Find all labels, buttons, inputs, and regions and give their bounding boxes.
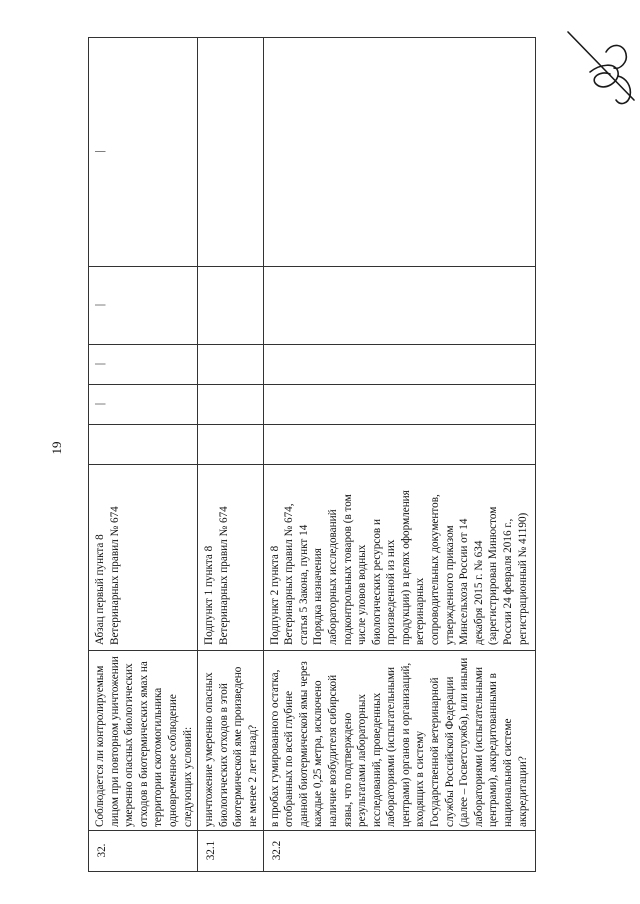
reference-line: утвержденного приказом [443,525,456,645]
page-number: 19 [49,441,64,455]
question-line: Государственной ветеринарной [429,677,442,827]
question-line: лицом при повторном уничтожении [108,656,121,827]
reference-line: подконтрольных товаров (в том [341,494,354,645]
question-line: исследований, проведенных [370,692,383,827]
question-line: (далее – Госветслужба), или иными [458,657,471,827]
reference-line: Порядка назначения [312,548,325,645]
reference-line: Ветеринарных правил № 674 [108,506,121,645]
reference-line: регистрационный № 41190) [516,512,529,645]
reference-line: биологических ресурсов и [370,519,383,645]
table-row [89,38,198,872]
question-line: лабораториями (испытательными [385,666,398,827]
question-line: наличие возбудителя сибирской [326,674,339,827]
question-line: центрами) органов и организаций, [399,662,412,827]
question-line: биологических отходов в этой [217,683,230,827]
reference-line: лабораторных исследований [326,509,339,645]
note-cell [263,38,535,267]
answer-na-cell [263,345,535,385]
question-cell [263,651,535,831]
reference-line: Ветеринарных правил № 674, [283,503,296,645]
question-line: лабораториями (испытательными [472,666,485,827]
answer-na-cell: | [89,345,198,385]
answer-yes-cell [263,425,535,465]
question-line: национальной системе [502,718,515,827]
question-cell [198,651,263,831]
checklist-table [88,37,536,872]
reference-line: России 24 февраля 2016 г., [502,518,515,645]
reference-cell [263,465,535,651]
question-line: уничтожение умеренно опасных [203,672,216,827]
answer-no-cell [198,385,263,425]
reference-line: сопроводительных документов, [429,494,442,645]
handwritten-signature [560,12,640,110]
question-line: входящих в систему [414,730,427,827]
checklist-table-rotated [88,38,548,872]
question-line: язвы, что подтверждено [341,712,354,827]
question-line: территории скотомогильника [152,687,165,827]
question-line: биотермической яме произведено [232,666,245,827]
row-number: 32.2 [263,831,535,872]
reference-line: статья 5 Закона, пункт 14 [297,524,310,645]
question-line: каждые 0,25 метра, исключено [312,680,325,827]
reference-cell [89,465,198,651]
answer-extra-cell [198,267,263,345]
row-number: 32. [89,831,198,872]
answer-extra-cell [263,267,535,345]
reference-cell [198,465,263,651]
question-line: умеренно опасных биологических [123,663,136,827]
answer-yes-cell [198,425,263,465]
row-number: 32.1 [198,831,263,872]
reference-line: продукции) в целях оформления [399,490,412,645]
question-line: не менее 2 лет назад? [246,724,259,827]
answer-na-cell [198,345,263,385]
question-line: аккредитации? [516,756,529,827]
reference-line: Подпункт 1 пункта 8 [203,545,216,645]
question-line: службы Российской Федерации [443,676,456,827]
note-cell: | [89,38,198,267]
reference-line: Ветеринарных правил № 674 [217,506,230,645]
reference-line: Абзац первый пункта 8 [94,534,106,645]
reference-line: ветеринарных [414,577,427,645]
reference-line: Подпункт 2 пункта 8 [268,545,281,645]
table-row [263,38,535,872]
reference-line: (зарегистрирован Минюстом [487,506,500,645]
question-line: одновременное соблюдение [166,694,179,827]
answer-no-cell: | [89,385,198,425]
question-line: данной биотермической ямы через [297,661,310,827]
answer-yes-cell [89,425,198,465]
question-cell [89,651,198,831]
answer-extra-cell: | [89,267,198,345]
reference-line: Минсельхоза России от 14 [458,518,471,645]
note-cell [198,38,263,267]
question-line: в пробах гумированного остатка, [268,669,281,827]
table-row [198,38,263,872]
question-line: Соблюдается ли контролируемым [94,665,106,827]
answer-no-cell [263,385,535,425]
reference-line: произведенной из них [385,539,398,645]
reference-line: числе уловов водных [356,544,369,645]
question-line: отобранных по всей глубине [283,690,296,827]
reference-line: декабря 2015 г. № 634 [472,540,485,645]
question-line: центрами), аккредитованными в [487,673,500,827]
question-line: результатами лабораторных [356,694,369,827]
question-line: следующих условий: [181,726,194,827]
question-line: отходов в биотермических ямах на [137,661,150,827]
